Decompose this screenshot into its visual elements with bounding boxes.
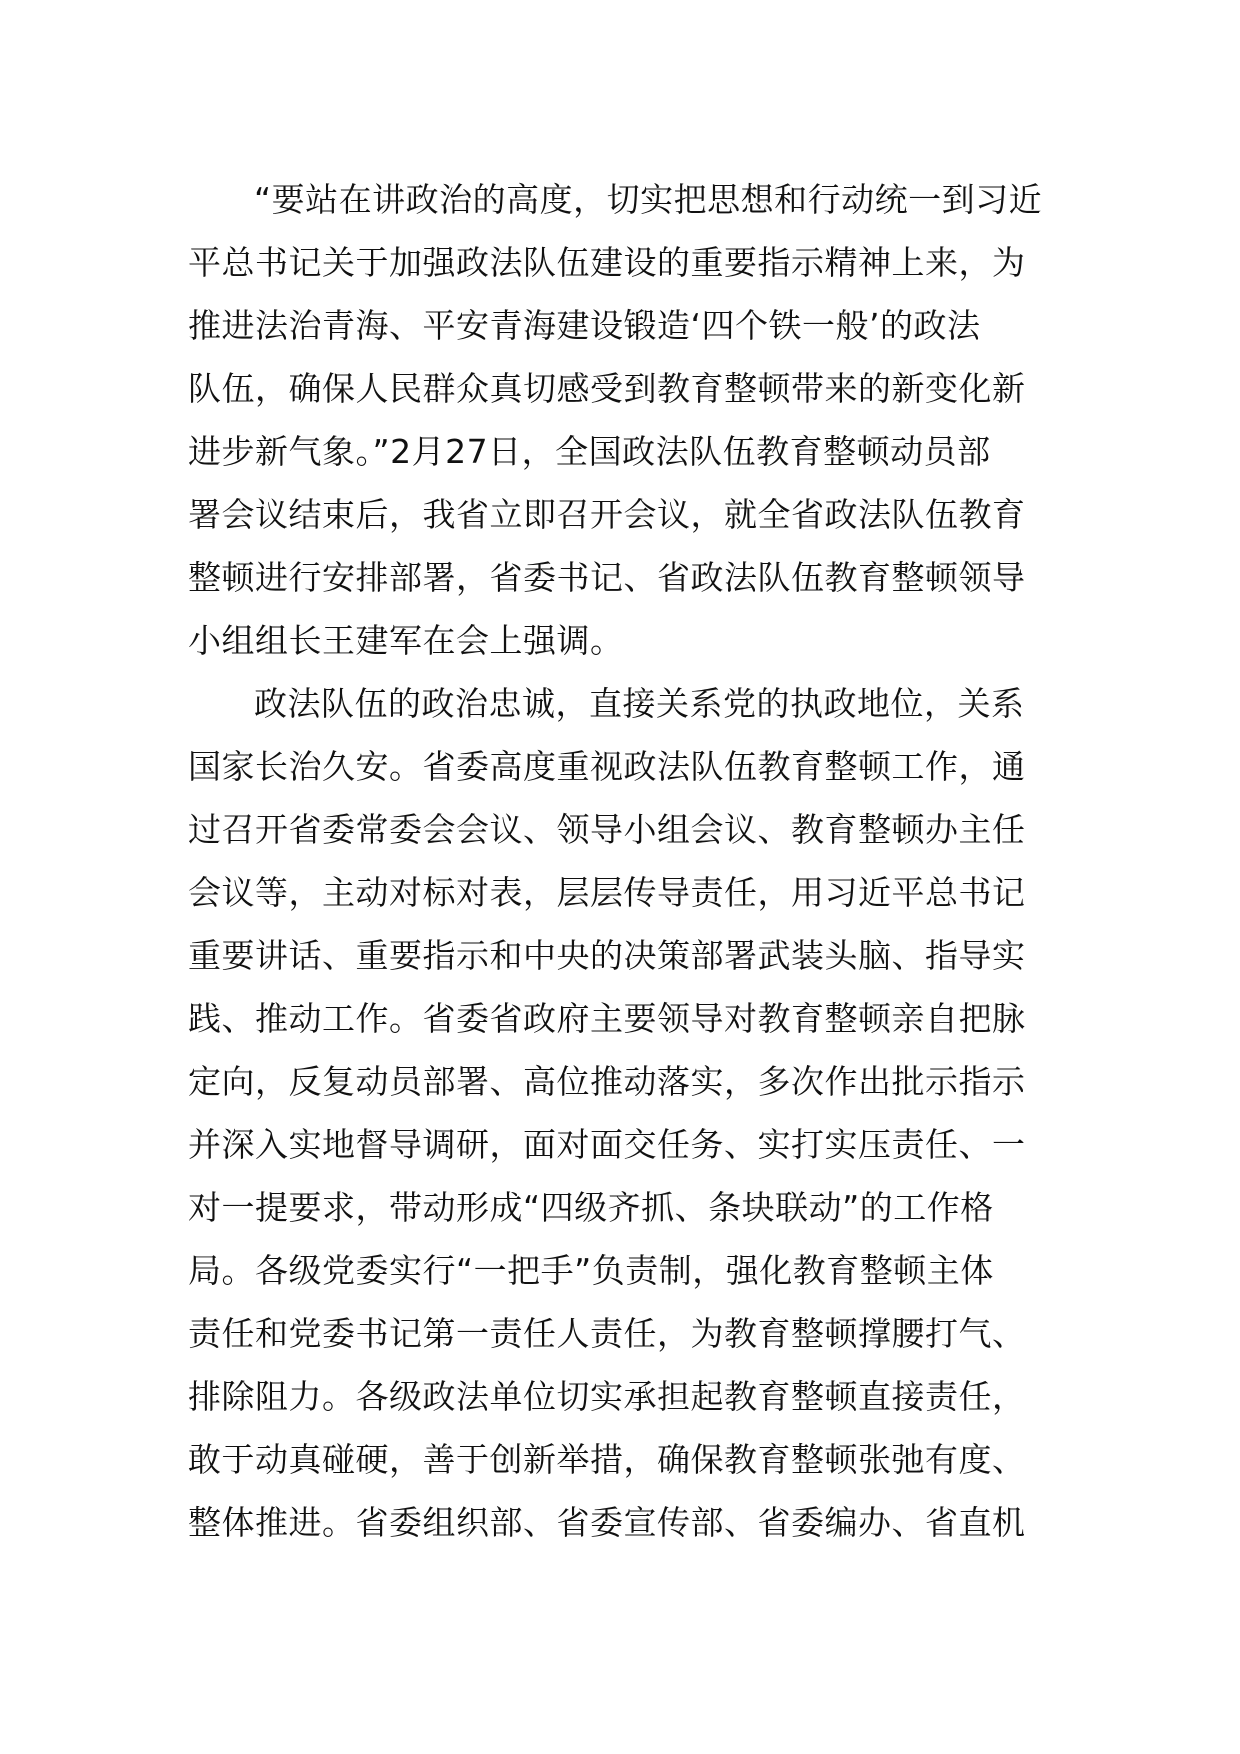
text-line: 敢于动真碰硬，善于创新举措，确保教育整顿张弛有度、 (188, 1440, 1026, 1479)
text-line: 推进法治青海、平安青海建设锻造‘四个铁一般’的政法 (188, 306, 981, 345)
text-line: 局。各级党委实行“一把手”负责制，强化教育整顿主体 (188, 1251, 994, 1290)
text-line: 整体推进。省委组织部、省委宣传部、省委编办、省直机 (188, 1503, 1026, 1542)
text-line: 重要讲话、重要指示和中央的决策部署武装头脑、指导实 (188, 936, 1026, 975)
text-line: “要站在讲政治的高度，切实把思想和行动统一到习近 (254, 180, 1043, 219)
text-line: 队伍，确保人民群众真切感受到教育整顿带来的新变化新 (188, 369, 1026, 408)
text-line: 平总书记关于加强政法队伍建设的重要指示精神上来，为 (188, 243, 1026, 282)
text-line: 进步新气象。”2月27日，全国政法队伍教育整顿动员部 (188, 432, 991, 471)
text-line: 政法队伍的政治忠诚，直接关系党的执政地位，关系 (254, 684, 1025, 723)
text-line: 定向，反复动员部署、高位推动落实，多次作出批示指示 (188, 1062, 1026, 1101)
text-line: 国家长治久安。省委高度重视政法队伍教育整顿工作，通 (188, 747, 1026, 786)
paragraph-2 (188, 672, 1058, 1554)
text-line: 并深入实地督导调研，面对面交任务、实打实压责任、一 (188, 1125, 1026, 1164)
text-line: 责任和党委书记第一责任人责任，为教育整顿撑腰打气、 (188, 1314, 1026, 1353)
text-line: 对一提要求，带动形成“四级齐抓、条块联动”的工作格 (188, 1188, 994, 1227)
document-body (188, 168, 1058, 1554)
text-line: 践、推动工作。省委省政府主要领导对教育整顿亲自把脉 (188, 999, 1026, 1038)
text-line: 署会议结束后，我省立即召开会议，就全省政法队伍教育 (188, 495, 1026, 534)
text-line: 整顿进行安排部署，省委书记、省政法队伍教育整顿领导 (188, 558, 1026, 597)
text-line: 排除阻力。各级政法单位切实承担起教育整顿直接责任， (188, 1377, 1026, 1416)
text-line: 过召开省委常委会会议、领导小组会议、教育整顿办主任 (188, 810, 1026, 849)
text-line: 会议等，主动对标对表，层层传导责任，用习近平总书记 (188, 873, 1026, 912)
text-line: 小组组长王建军在会上强调。 (188, 621, 624, 660)
paragraph-1 (188, 168, 1058, 672)
